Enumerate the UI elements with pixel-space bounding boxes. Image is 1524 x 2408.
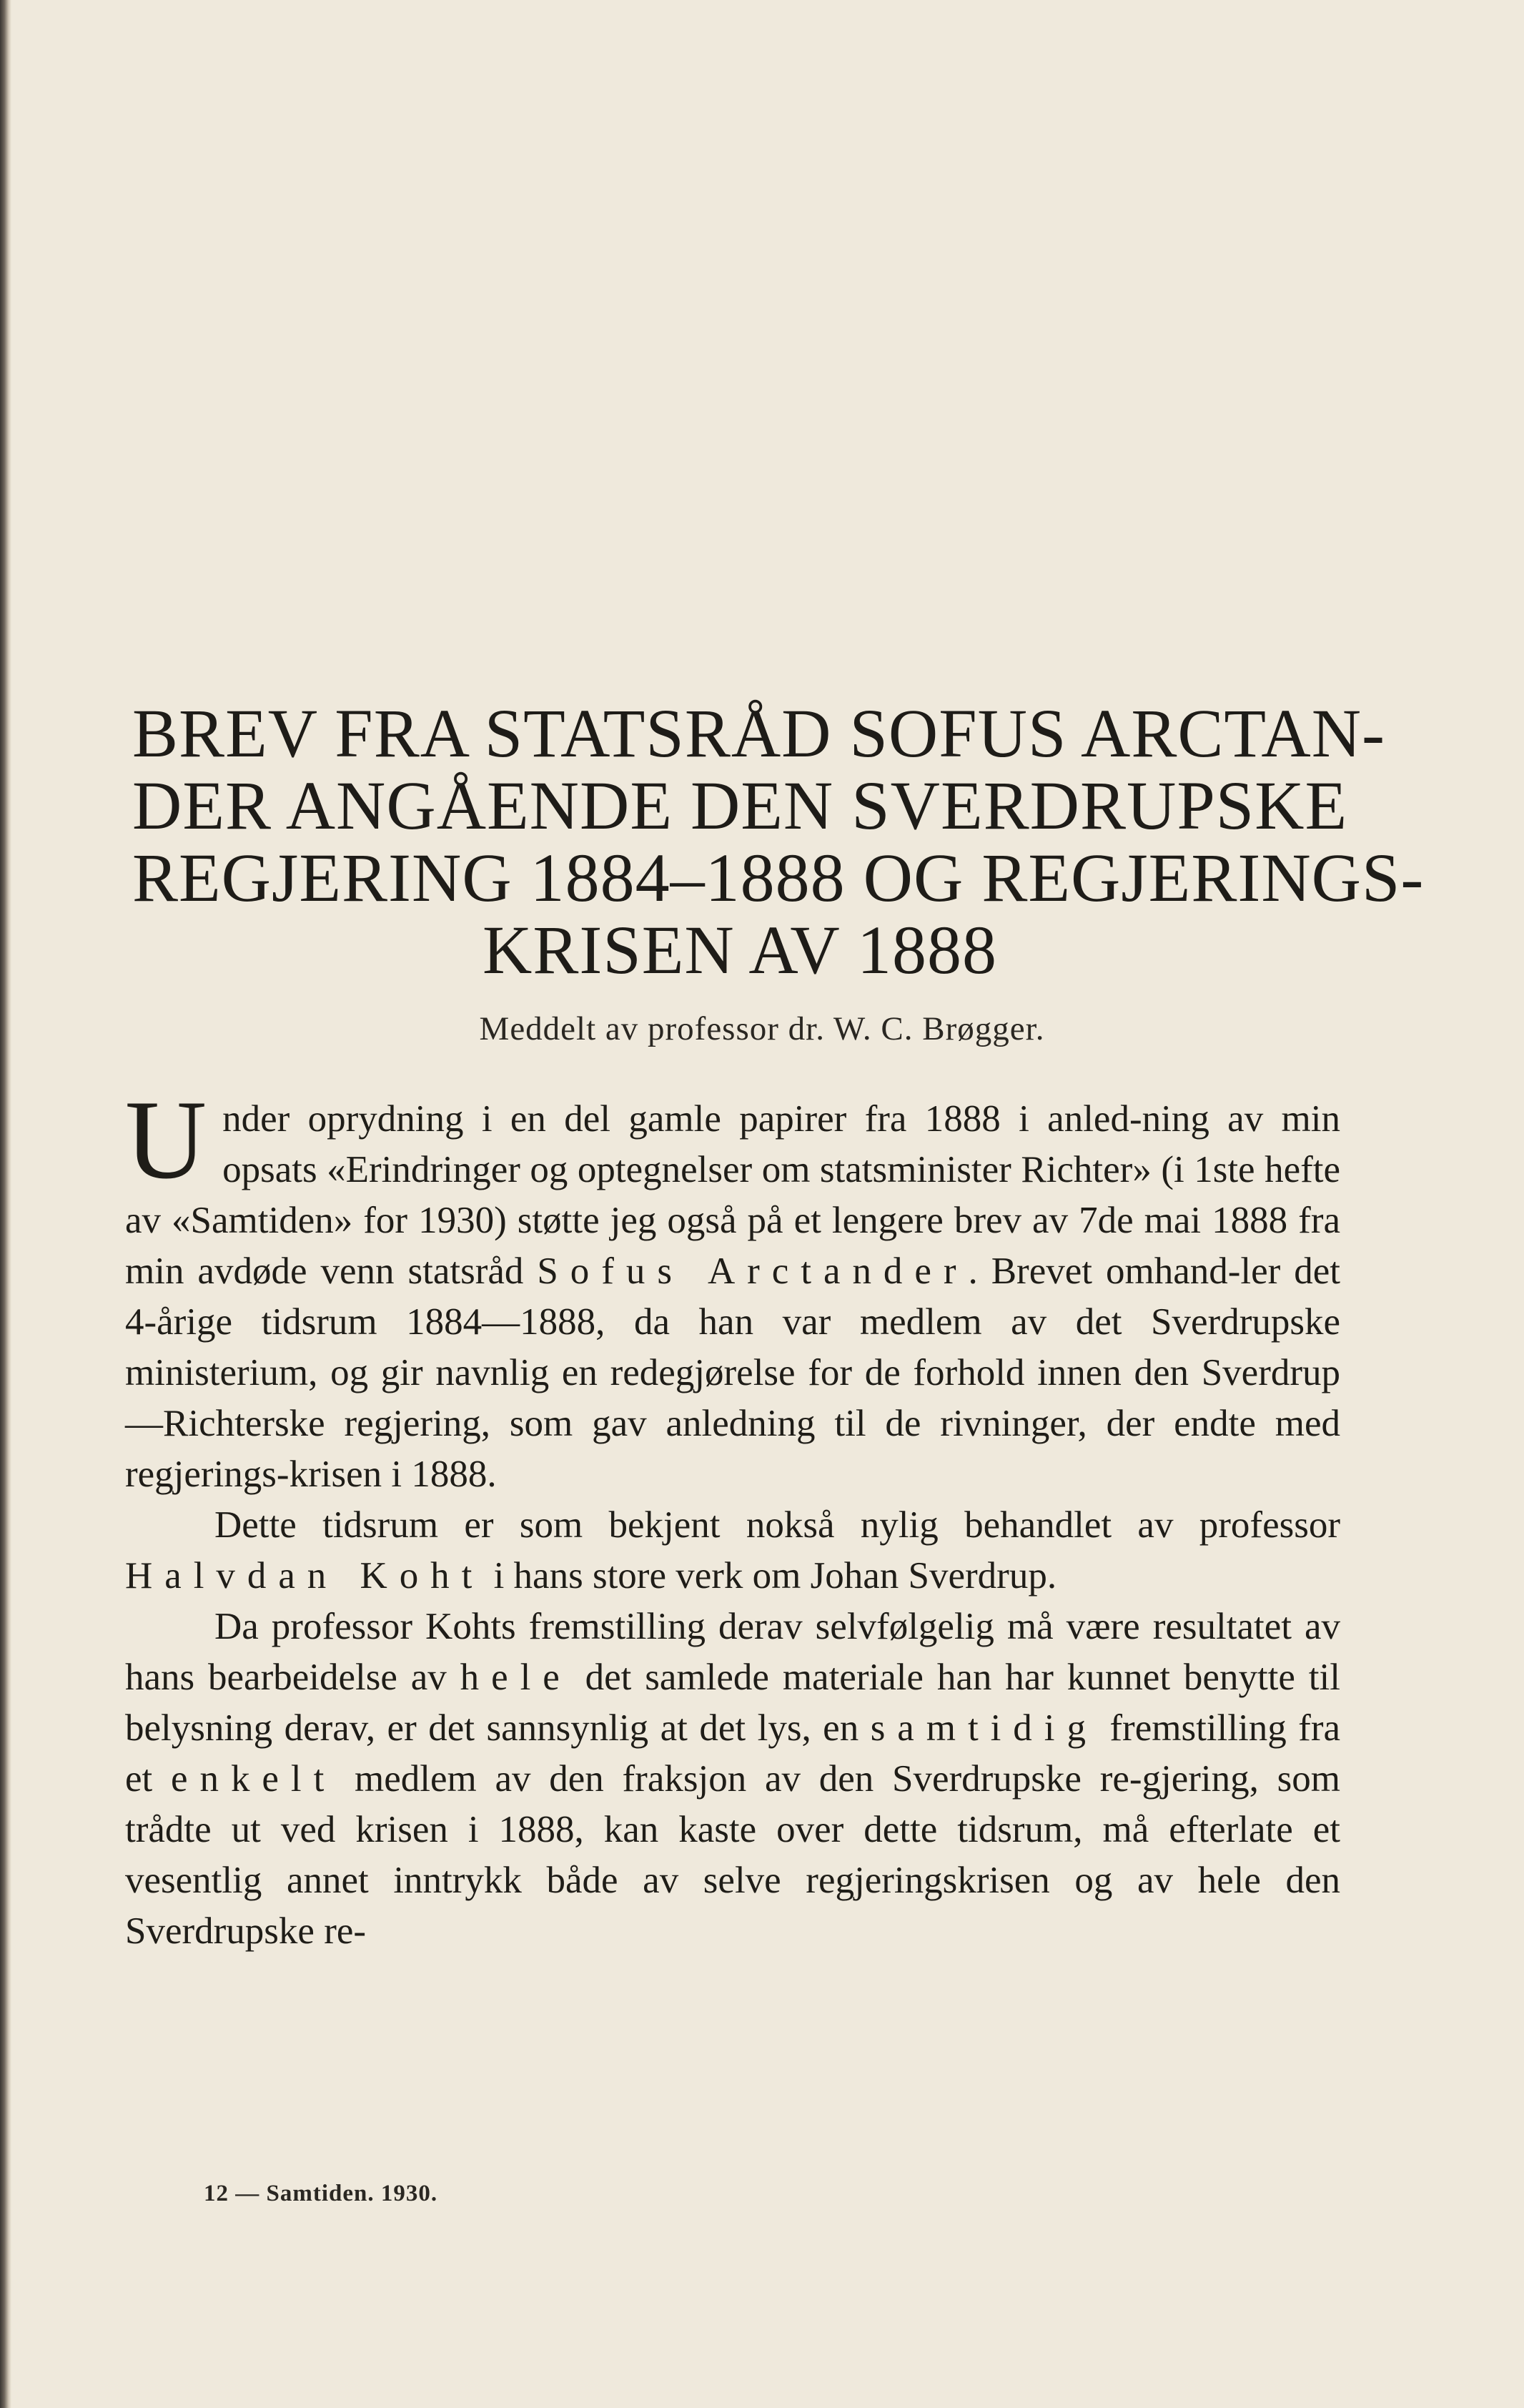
spaced-name: Halvdan Koht bbox=[125, 1555, 485, 1597]
paragraph-text: fremstilling fra et bbox=[125, 1707, 1341, 1800]
paragraph-text: Dette tidsrum er som bekjent nokså nylig behandlet av professor bbox=[214, 1504, 1340, 1546]
spaced-name: Sofus Arctander bbox=[537, 1250, 969, 1292]
spaced-emphasis: hele bbox=[460, 1657, 572, 1698]
printer-signature: 12 — Samtiden. 1930. bbox=[204, 2181, 438, 2206]
paragraph-text: medlem av den fraksjon av den Sverdrupske re-gjering, som trådte ut ved krisen i 1888, kan kaste over dette tidsrum, må efterlate et vesentlig annet inntrykk både av selve regjeringskrisen og av hele den Sverdrupske re- bbox=[125, 1758, 1340, 1952]
paragraph-text: i hans store verk om Johan Sverdrup. bbox=[484, 1555, 1057, 1597]
paragraph-text: Da professor Kohts fremstilling derav selvfølgelig må være resultatet av hans bearbeidelse av bbox=[125, 1606, 1340, 1698]
byline: Meddelt av professor dr. W. C. Brøgger. bbox=[479, 1010, 1045, 1047]
title-line: REGJERING 1884–1888 OG REGJERINGS- bbox=[132, 839, 1425, 916]
paragraph-text: det samlede materiale han har kunnet benytte til belysning derav, er det sannsynlig at det lys, en bbox=[125, 1657, 1340, 1749]
article-body bbox=[125, 1077, 1341, 1957]
title-line: KRISEN AV 1888 bbox=[483, 912, 997, 988]
spaced-emphasis: enkelt bbox=[171, 1758, 337, 1800]
paragraph-text: nder oprydning i en del gamle papirer fra 1888 i anled-ning av min opsats «Erindringer og optegnelser om statsminister Richter» (i 1ste hefte av «Samtiden» for 1930) støtte jeg også på et lengere brev av 7de mai 1888 fra min avdøde venn statsråd bbox=[125, 1098, 1340, 1292]
drop-cap: U bbox=[125, 1077, 207, 1203]
title-line: DER ANGÅENDE DEN SVERDRUPSKE bbox=[132, 767, 1348, 844]
spaced-emphasis: samtidig bbox=[870, 1707, 1098, 1749]
paragraph-text: . Brevet omhand-ler det 4-årige tidsrum 1884—1888, da han var medlem av det Sverdrupske ministerium, og gir navnlig en redegjørelse for de forhold innen den Sverdrup—Richterske regjering, som gav anledning til de rivninger, der endte med regjerings-krisen i 1888. bbox=[125, 1250, 1340, 1495]
paragraph bbox=[125, 1077, 1340, 1500]
page-binding-edge bbox=[0, 0, 11, 2408]
paragraph bbox=[125, 1602, 1340, 1957]
title-line: BREV FRA STATSRÅD SOFUS ARCTAN- bbox=[132, 695, 1385, 771]
article-title bbox=[132, 695, 1425, 988]
paragraph bbox=[125, 1500, 1340, 1602]
